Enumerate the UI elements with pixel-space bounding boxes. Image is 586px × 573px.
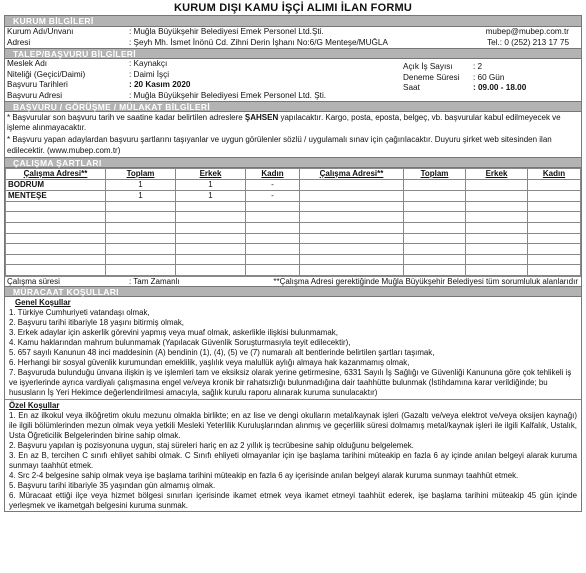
table-cell — [246, 233, 300, 244]
table-cell: 1 — [106, 179, 176, 190]
meslek-label: Meslek Adı — [7, 59, 48, 68]
talep-band: TALEP/BAŞVURU BİLGİLERİ — [5, 48, 581, 59]
kurum-adi-value: : Muğla Büyükşehir Belediyesi Emek Personel Ltd.Şti. — [129, 27, 324, 36]
meslek-value: : Kaynakçı — [129, 59, 168, 68]
table-cell — [404, 190, 466, 201]
table-cell — [300, 201, 404, 212]
genel-item: 4. Kamu haklarından mahrum bulunmamak (Yapılacak Güvenlik Soruşturmasıyla teyit edilecektir), — [9, 337, 351, 347]
genel-item: 5. 657 sayılı Kanunun 48 inci maddesinin (A) bendinin (1), (4), (5) ve (7) numaralı alt bentlerinde belirtilen şartları taşımak, — [9, 347, 435, 357]
table-cell — [106, 244, 176, 255]
table-cell — [466, 212, 528, 223]
table-cell — [528, 265, 581, 276]
kurum-adres-value: : Şeyh Mh. İsmet İnönü Cd. Zihni Derin İşhanı No:6/G Menteşe/MUĞLA — [129, 37, 388, 47]
table-cell — [106, 265, 176, 276]
col-adres-2: Çalışma Adresi** — [300, 168, 404, 179]
table-cell — [466, 190, 528, 201]
table-cell — [466, 233, 528, 244]
tarih-row — [5, 80, 401, 91]
acik-row — [401, 62, 581, 73]
table-cell — [404, 212, 466, 223]
table-cell — [106, 254, 176, 265]
table-cell — [528, 179, 581, 190]
table-cell — [6, 233, 106, 244]
basvuru-adres-label: Başvuru Adresi — [7, 90, 63, 100]
table-cell — [466, 265, 528, 276]
table-cell — [404, 265, 466, 276]
col-erkek-2: Erkek — [466, 168, 528, 179]
table-cell — [6, 223, 106, 234]
table-cell — [176, 223, 246, 234]
talep-right — [401, 59, 581, 101]
table-cell — [176, 233, 246, 244]
ozel-item: 4. Src 2-4 belgesine sahip olmak veya işe başlama tarihini müteakip en fazla 6 ay içerisinde anılan belgeyi alarak kuruma sunmayı taahhüt etmek. — [9, 470, 519, 480]
form-box — [4, 15, 582, 512]
ozel-item: 6. Müracaat ettiği ilçe veya hizmet bölgesi sınırları içerisinde ikamet etmek veya ikamet etmeyi taahhüt ederek, işe başlama tarihini müteakip 45 gün içinde yerleşmek ve ikametgah belgesini kuruma sunmak. — [9, 490, 577, 510]
table-cell — [6, 265, 106, 276]
table-cell — [246, 223, 300, 234]
deneme-value: : 60 Gün — [473, 72, 505, 82]
ozel-item: 3. En az B, tercihen C sınıfı ehliyet sahibi olmak. C Sınıfı ehliyeti olmayanlar için işe başlama tarihini müteakip en fazla 6 ay içinde anılan belgeyi alarak kuruma sunmayı taahhüt etmek. — [9, 450, 577, 470]
ozel-list — [9, 411, 577, 511]
table-cell — [300, 179, 404, 190]
table-cell — [528, 223, 581, 234]
table-cell — [300, 212, 404, 223]
table-cell: - — [246, 179, 300, 190]
genel-list — [9, 308, 577, 398]
table-cell — [6, 244, 106, 255]
saat-value: : 09.00 - 18.00 — [473, 83, 527, 92]
kurum-adres-row — [5, 38, 581, 49]
table-cell — [176, 212, 246, 223]
table-cell — [300, 233, 404, 244]
muracaat-band: MÜRACAAT KOŞULLARI — [5, 286, 581, 297]
table-cell — [528, 212, 581, 223]
table-cell — [404, 179, 466, 190]
table-cell — [176, 201, 246, 212]
saat-label: Saat — [403, 83, 420, 92]
acik-label: Açık İş Sayısı — [403, 62, 453, 71]
genel-item: 7. Başvuruda bulunduğu ünvana ilişkin iş ve işlemleri tam ve eksiksiz olarak yerine getirmesine, 6331 Sayılı İş Sağlığı ve Güvenliği Kanununa göre çok tehlikeli iş ve işyerlerinde ayrıca vardiyalı çalışmasına engel ve/veya kronik bir rahatsızlığı bulunmadığına dair taahhütte bulunmak (İstihdamına karar verildiğinde; bu hususların İş Yeri Hekimce değerlendirilmesi amacıyla, sağlık kurulu raporu alınarak kuruma sunulacaktır) — [9, 367, 572, 397]
gorusme-p1-c: yapılacaktır. Kargo, posta, eposta, belgeç, vb. başvurular kabul edilmeyecek ve işleme alınmayacaktır. — [7, 113, 561, 133]
table-row — [6, 190, 581, 201]
table-cell — [300, 244, 404, 255]
table-cell — [300, 223, 404, 234]
table-cell — [106, 223, 176, 234]
deneme-label: Deneme Süresi — [403, 72, 460, 82]
deneme-row — [401, 73, 581, 84]
basvuru-adres-row — [5, 91, 401, 102]
kurum-adi-row — [5, 27, 581, 38]
table-row — [6, 223, 581, 234]
calisma-note: **Çalışma Adresi gerektiğinde Muğla Büyükşehir Belediyesi tüm sorumluluk alanlarıdır — [273, 276, 578, 286]
tarih-label: Başvuru Tarihleri — [7, 80, 68, 89]
col-adres-1: Çalışma Adresi** — [6, 168, 106, 179]
ozel-item: 2. Başvuru yapılan iş pozisyonuna uygun, staj süreleri hariç en az 2 yıllık iş tecrübesine sahip olduğunu belgelemek. — [9, 440, 414, 450]
table-row — [6, 265, 581, 276]
table-cell: BODRUM — [6, 179, 106, 190]
gorusme-p1 — [5, 112, 581, 134]
table-cell — [6, 212, 106, 223]
table-cell — [404, 244, 466, 255]
ozel-item: 1. En az ilkokul veya ilköğretim okulu mezunu olmakla birlikte; en az lise ve dengi okulların metal/kaynak işleri (Gazaltı ve/veya elektrot ve/veya oksijen kaynağı) ile ilgili bölümlerinden mezun olmak veya yetkili Mesleki Yeterlilik Kuruluşlarından alınmış ve geçerlilik süresi dolmamış metal/kaynak işleri ile ilgili Kalfalık, Ustalık, Usta Öğreticilik Belgelerinden birine sahip olmak. — [9, 410, 577, 440]
calisma-table — [5, 168, 581, 276]
basvuru-adres-value: : Muğla Büyükşehir Belediyesi Emek Personel Ltd. Şti. — [129, 90, 327, 100]
table-cell — [300, 254, 404, 265]
table-cell — [246, 212, 300, 223]
table-cell — [528, 201, 581, 212]
table-row — [6, 212, 581, 223]
table-cell — [528, 244, 581, 255]
table-cell — [404, 233, 466, 244]
form-title: KURUM DIŞI KAMU İŞÇİ ALIMI İLAN FORMU — [174, 2, 412, 14]
nitelik-value: : Daimi İşçi — [129, 69, 170, 79]
gorusme-p1-sahsen: ŞAHSEN — [244, 113, 279, 122]
calisma-sure-row — [5, 276, 581, 286]
meslek-row — [5, 59, 401, 70]
table-cell — [404, 201, 466, 212]
acik-value: : 2 — [473, 62, 483, 71]
table-cell — [528, 190, 581, 201]
table-cell — [528, 254, 581, 265]
calisma-band: ÇALIŞMA ŞARTLARI — [5, 157, 581, 168]
genel-item: 1. Türkiye Cumhuriyeti vatandaşı olmak, — [9, 307, 150, 317]
genel-item: 6. Herhangi bir sosyal güvenlik kurumundan emeklilik, yaşlılık veya malullük aylığı almaya hak kazanmamış olmak, — [9, 357, 410, 367]
table-cell — [528, 233, 581, 244]
table-cell: 1 — [176, 190, 246, 201]
gorusme-p1-a: * Başvurular son başvuru tarih ve saatine kadar belirtilen adreslere — [7, 113, 245, 122]
genel-title: Genel Koşullar — [15, 297, 71, 307]
table-row — [6, 179, 581, 190]
table-cell — [300, 190, 404, 201]
gorusme-band: BAŞVURU / GÖRÜŞME / MÜLAKAT BİLGİLERİ — [5, 101, 581, 112]
table-cell — [466, 201, 528, 212]
col-kadin-2: Kadın — [528, 168, 581, 179]
ozel-item: 5. Başvuru tarihi itibariyle 35 yaşından gün almamış olmak. — [9, 480, 216, 490]
table-cell — [300, 265, 404, 276]
table-cell — [106, 212, 176, 223]
nitelik-label: Niteliği (Geçici/Daimi) — [7, 69, 86, 79]
table-cell — [404, 254, 466, 265]
col-toplam-1: Toplam — [106, 168, 176, 179]
saat-row — [401, 83, 581, 94]
sure-label: Çalışma süresi — [7, 276, 60, 286]
table-row — [6, 254, 581, 265]
table-cell — [404, 223, 466, 234]
ozel-title: Özel Koşullar — [9, 400, 60, 410]
table-cell — [246, 254, 300, 265]
kurum-email: mubep@mubep.com.tr — [485, 27, 569, 36]
ozel-kosullar — [5, 399, 581, 511]
col-toplam-2: Toplam — [404, 168, 466, 179]
kurum-adi-label: Kurum Adı/Unvanı — [7, 27, 74, 36]
tarih-value: : 20 Kasım 2020 — [129, 80, 191, 89]
table-cell — [466, 179, 528, 190]
table-cell — [246, 244, 300, 255]
talep-section — [5, 59, 581, 101]
table-cell — [176, 254, 246, 265]
sure-value: : Tam Zamanlı — [129, 276, 180, 286]
table-cell — [246, 201, 300, 212]
table-cell — [176, 244, 246, 255]
table-cell — [466, 254, 528, 265]
table-cell: - — [246, 190, 300, 201]
table-cell — [246, 265, 300, 276]
talep-left — [5, 59, 401, 101]
table-row — [6, 233, 581, 244]
table-row — [6, 201, 581, 212]
calisma-header-row — [6, 168, 581, 179]
col-erkek-1: Erkek — [176, 168, 246, 179]
kurum-adres-label: Adresi — [7, 37, 31, 47]
table-cell — [176, 265, 246, 276]
gorusme-p2: * Başvuru yapan adaylardan başvuru şartlarını taşıyanlar ve uygun görülenler sözlü / uygulamalı sınav için çağırılacaktır. Duyuru şirket web sitesinden ilan edilecektir. (www.mubep.com.tr) — [7, 135, 552, 155]
table-cell: 1 — [106, 190, 176, 201]
genel-item: 3. Erkek adaylar için askerlik görevini yapmış veya muaf olmak, askerlikle ilişkisi bulunmamak, — [9, 327, 338, 337]
table-cell: 1 — [176, 179, 246, 190]
table-cell — [6, 201, 106, 212]
table-cell — [6, 254, 106, 265]
genel-kosullar — [5, 297, 581, 398]
kurum-band: KURUM BİLGİLERİ — [5, 16, 581, 27]
table-cell — [106, 201, 176, 212]
table-cell — [466, 223, 528, 234]
table-cell — [106, 233, 176, 244]
genel-item: 2. Başvuru tarihi itibariyle 18 yaşını bitirmiş olmak, — [9, 317, 184, 327]
kurum-tel: Tel.: 0 (252) 213 17 75 — [487, 37, 569, 47]
table-cell — [466, 244, 528, 255]
col-kadin-1: Kadın — [246, 168, 300, 179]
table-cell: MENTEŞE — [6, 190, 106, 201]
nitelik-row — [5, 70, 401, 81]
table-row — [6, 244, 581, 255]
